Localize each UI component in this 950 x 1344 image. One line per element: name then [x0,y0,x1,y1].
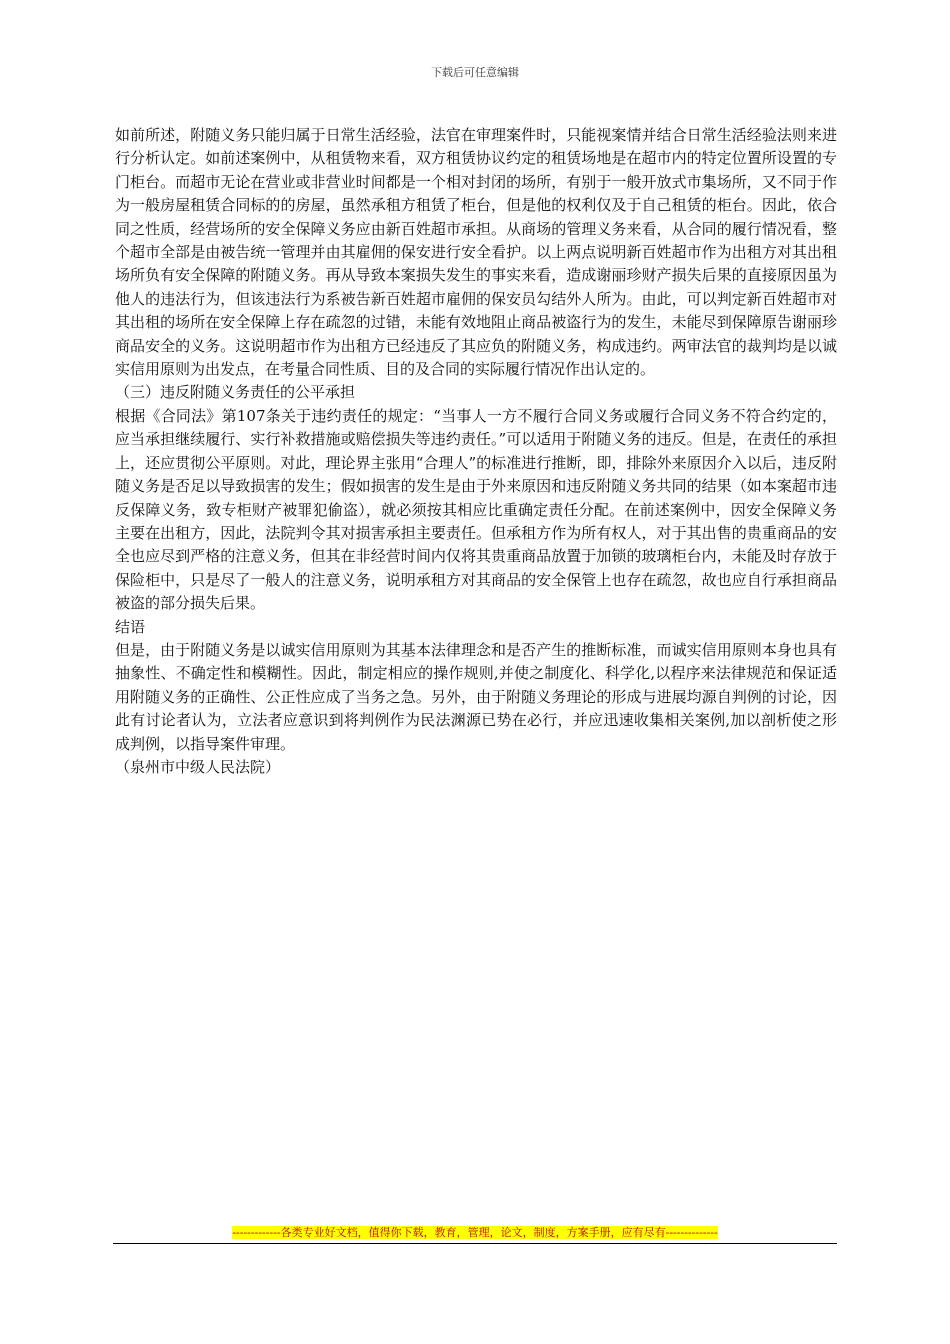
page-header: 下载后可任意编辑 [431,66,519,79]
conclusion-heading: 结语 [115,617,146,636]
footer-banner [0,1226,950,1240]
document-body [115,124,837,779]
footer-divider [113,1243,837,1244]
body-paragraph: 根据《合同法》第107条关于违约责任的规定：“当事人一方不履行合同义务或履行合同义务不符合约定的，应当承担继续履行、实行补救措施或赔偿损失等违约责任。”可以适用于附随义务的违反。但是，在责任的承担上，还应贯彻公平原则。对此，理论界主张用“合理人”的标准进行推断，即，排除外来原因介入以后，违反附随义务是否足以导致损害的发生；假如损害的发生是由于外来原因和违反附随义务共同的结果（如本案超市违反保障义务，致专柜财产被罪犯偷盗），就必须按其相应比重确定责任分配。在前述案例中，因安全保障义务主要在出租方，因此，法院判令其对损害承担主要责任。但承租方作为所有权人，对于其出售的贵重商品的安全也应尽到严格的注意义务，但其在非经营时间内仅将其贵重商品放置于加锁的玻璃柜台内，未能及时存放于保险柜中，只是尽了一般人的注意义务，说明承租方对其商品的安全保管上也存在疏忽，故也应自行承担商品被盗的部分损失后果。 [115,406,837,613]
body-paragraph: 但是，由于附随义务是以诚实信用原则为其基本法律理念和是否产生的推断标准，而诚实信用原则本身也具有抽象性、不确定性和模糊性。因此，制定相应的操作规则,并使之制度化、科学化,以程序来法律规范和保证适用附随义务的正确性、公正性应成了当务之急。另外，由于附随义务理论的形成与进展均源自判例的讨论，因此有讨论者认为，立法者应意识到将判例作为民法渊源已势在必行，并应迅速收集相关案例,加以剖析使之形成判例，以指导案件审理。 [115,640,837,753]
body-paragraph: 如前所述，附随义务只能归属于日常生活经验，法官在审理案件时，只能视案情并结合日常生活经验法则来进行分析认定。如前述案例中，从租赁物来看，双方租赁协议约定的租赁场地是在超市内的特定位置所设置的专门柜台。而超市无论在营业或非营业时间都是一个相对封闭的场所，有别于一般开放式市集场所，又不同于作为一般房屋租赁合同标的的房屋，虽然承租方租赁了柜台，但是他的权利仅及于自己租赁的柜台。因此，依合同之性质，经营场所的安全保障义务应由新百姓超市承担。从商场的管理义务来看，从合同的履行情况看，整个超市全部是由被告统一管理并由其雇佣的保安进行安全看护。以上两点说明新百姓超市作为出租方对其出租场所负有安全保障的附随义务。再从导致本案损失发生的事实来看，造成谢丽珍财产损失后果的直接原因虽为他人的违法行为，但该违法行为系被告新百姓超市雇佣的保安员勾结外人所为。由此，可以判定新百姓超市对其出租的场所在安全保障上存在疏忽的过错，未能有效地阻止商品被盗行为的发生，未能尽到保障原告谢丽珍商品安全的义务。这说明超市作为出租方已经违反了其应负的附随义务，构成违约。两审法官的裁判均是以诚实信用原则为出发点，在考量合同性质、目的及合同的实际履行情况作出认定的。 [115,126,837,379]
author-affiliation: （泉州市中级人民法院） [115,757,281,776]
section-heading: （三）违反附随义务责任的公平承担 [115,383,356,402]
footer-banner-text: -------------各类专业好文档，值得你下载，教育，管理，论文，制度，方案手册，应有尽有-------------- [232,1226,718,1239]
